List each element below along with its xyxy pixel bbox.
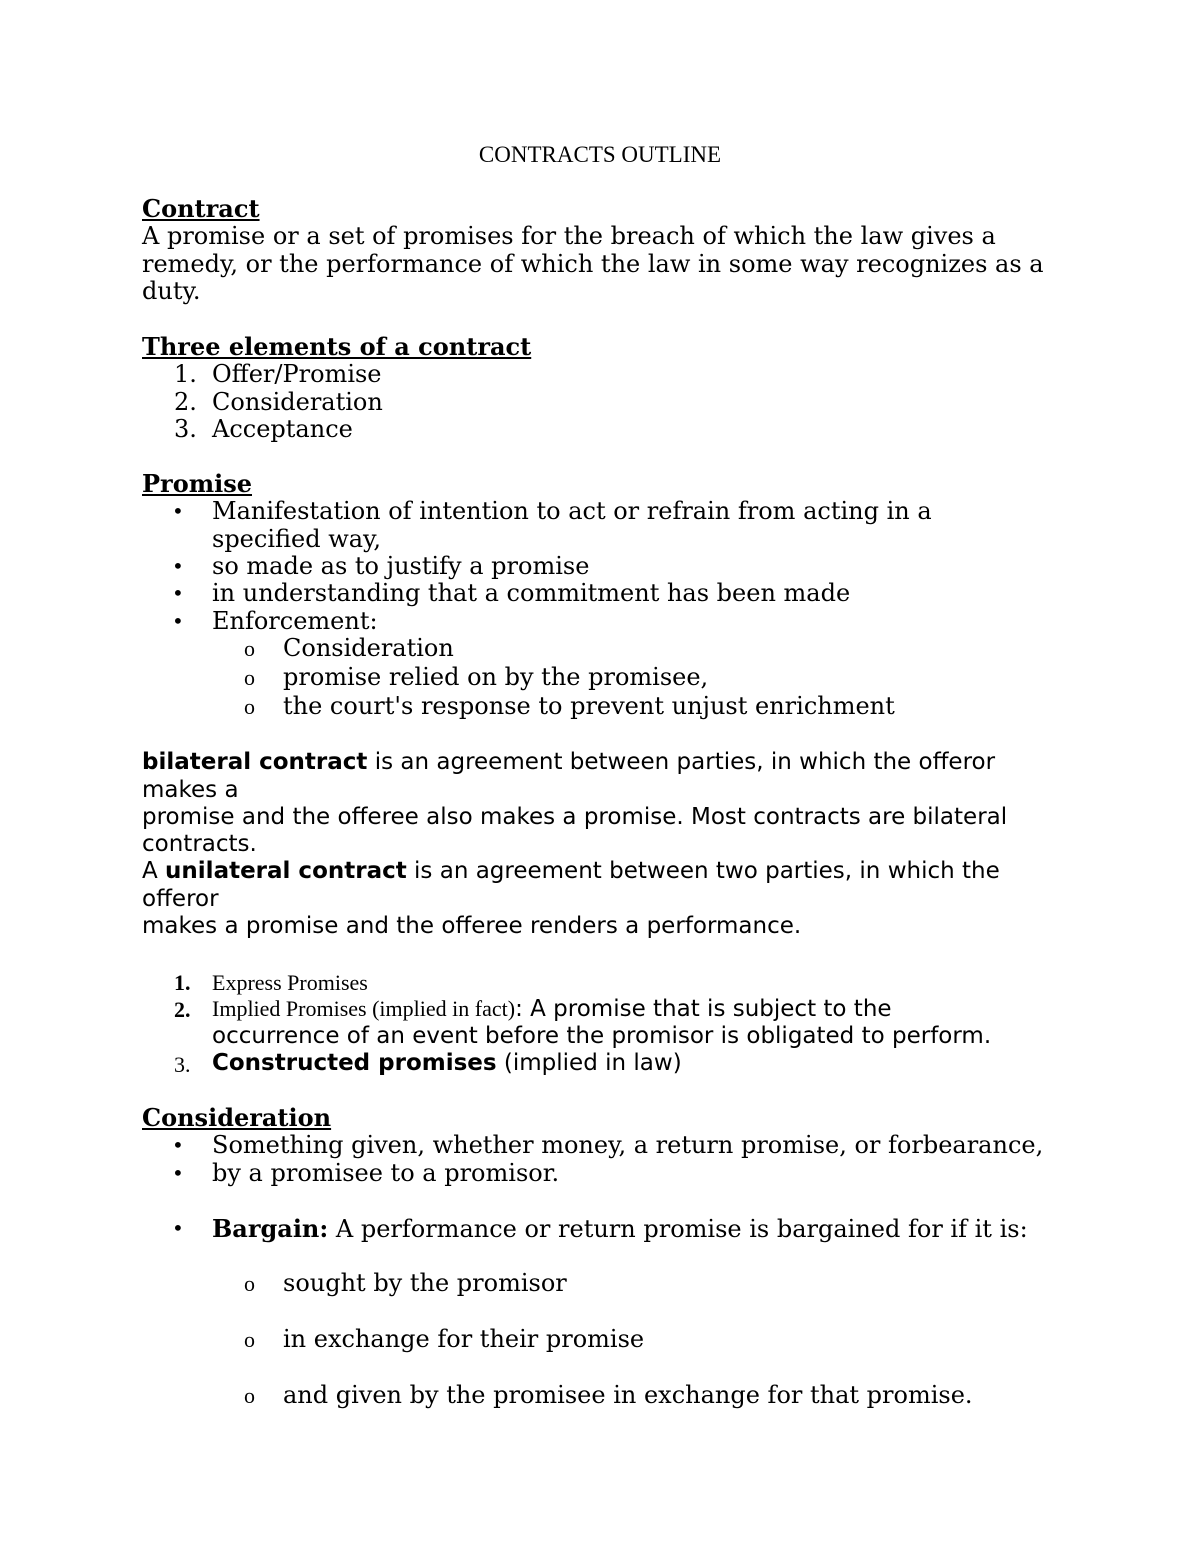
constructed-promises-text: (implied in law) xyxy=(496,1050,682,1076)
list-item: Acceptance xyxy=(212,415,353,443)
list-number: 2. xyxy=(174,997,191,1022)
list-item: Something given, whether money, a return promise, or forbearance, xyxy=(212,1131,1044,1159)
express-promises-label: Express Promises xyxy=(212,970,368,995)
list-item: Offer/Promise xyxy=(212,360,382,388)
implied-promises-text: : A promise that is subject to the xyxy=(515,996,892,1022)
sub-bullet-icon: o xyxy=(244,636,255,661)
document-title: CONTRACTS OUTLINE xyxy=(478,142,722,167)
list-item: Enforcement: xyxy=(212,607,378,635)
bullet-icon: • xyxy=(172,1161,184,1185)
bilateral-line-1 xyxy=(142,749,1047,777)
bargain-label: Bargain: xyxy=(212,1214,329,1243)
bullet-icon: • xyxy=(172,581,184,605)
sub-list-item: and given by the promisee in exchange for that promise. xyxy=(283,1381,973,1409)
list-item: Manifestation of intention to act or refrain from acting in a specified way, xyxy=(212,497,932,553)
elements-heading: Three elements of a contract xyxy=(142,332,532,361)
list-item xyxy=(212,995,1052,1024)
bilateral-line-3: promise and the offeree also makes a promise. Most contracts are bilateral xyxy=(142,804,1008,830)
contract-definition: A promise or a set of promises for the breach of which the law gives a remedy, or the performance of which the law in some way recognizes as a duty. xyxy=(142,222,1044,305)
bullet-icon: • xyxy=(172,1216,184,1240)
bullet-icon: • xyxy=(172,499,184,523)
list-number: 2. xyxy=(174,388,197,416)
sub-bullet-icon: o xyxy=(244,1383,255,1408)
list-number: 3. xyxy=(174,415,197,443)
unilateral-text: is an agreement between two parties, in which the xyxy=(406,858,1000,884)
unilateral-line-1 xyxy=(142,858,1047,886)
bargain-text: A performance or return promise is bargained for if it is: xyxy=(328,1215,1028,1243)
sub-list-item: sought by the promisor xyxy=(283,1269,567,1297)
sub-bullet-icon: o xyxy=(244,665,255,690)
constructed-promises-label: Constructed promises xyxy=(212,1050,497,1076)
bilateral-line-4: contracts. xyxy=(142,831,257,857)
list-item xyxy=(212,1050,1052,1078)
bullet-icon: • xyxy=(172,1133,184,1157)
bilateral-term: bilateral contract xyxy=(142,749,368,775)
consideration-heading: Consideration xyxy=(142,1103,332,1132)
sub-bullet-icon: o xyxy=(244,1327,255,1352)
bilateral-line-2: makes a xyxy=(142,777,239,803)
list-item xyxy=(212,969,1052,997)
list-number: 1. xyxy=(174,970,191,995)
unilateral-prefix: A xyxy=(142,858,166,884)
implied-promises-label: Implied Promises (implied in fact) xyxy=(212,996,516,1021)
promise-heading: Promise xyxy=(142,469,252,498)
list-item-continued: occurrence of an event before the promisor is obligated to perform. xyxy=(212,1023,992,1049)
list-number: 3. xyxy=(174,1052,191,1077)
sub-list-item: promise relied on by the promisee, xyxy=(283,663,709,691)
sub-list-item: the court's response to prevent unjust enrichment xyxy=(283,692,895,720)
bilateral-text: is an agreement between parties, in which the offeror xyxy=(367,749,996,775)
contract-heading: Contract xyxy=(142,194,260,223)
unilateral-line-3: makes a promise and the offeree renders a performance. xyxy=(142,913,802,939)
list-item: so made as to justify a promise xyxy=(212,552,590,580)
unilateral-term: unilateral contract xyxy=(165,858,407,884)
bullet-icon: • xyxy=(172,609,184,633)
list-item xyxy=(212,1215,1052,1244)
list-number: 1. xyxy=(174,360,197,388)
list-item: by a promisee to a promisor. xyxy=(212,1159,560,1187)
sub-bullet-icon: o xyxy=(244,1271,255,1296)
list-item: in understanding that a commitment has been made xyxy=(212,579,851,607)
sub-bullet-icon: o xyxy=(244,694,255,719)
unilateral-line-2: offeror xyxy=(142,886,219,912)
list-item: Consideration xyxy=(212,388,383,416)
sub-list-item: Consideration xyxy=(283,634,454,662)
bullet-icon: • xyxy=(172,554,184,578)
sub-list-item: in exchange for their promise xyxy=(283,1325,645,1353)
